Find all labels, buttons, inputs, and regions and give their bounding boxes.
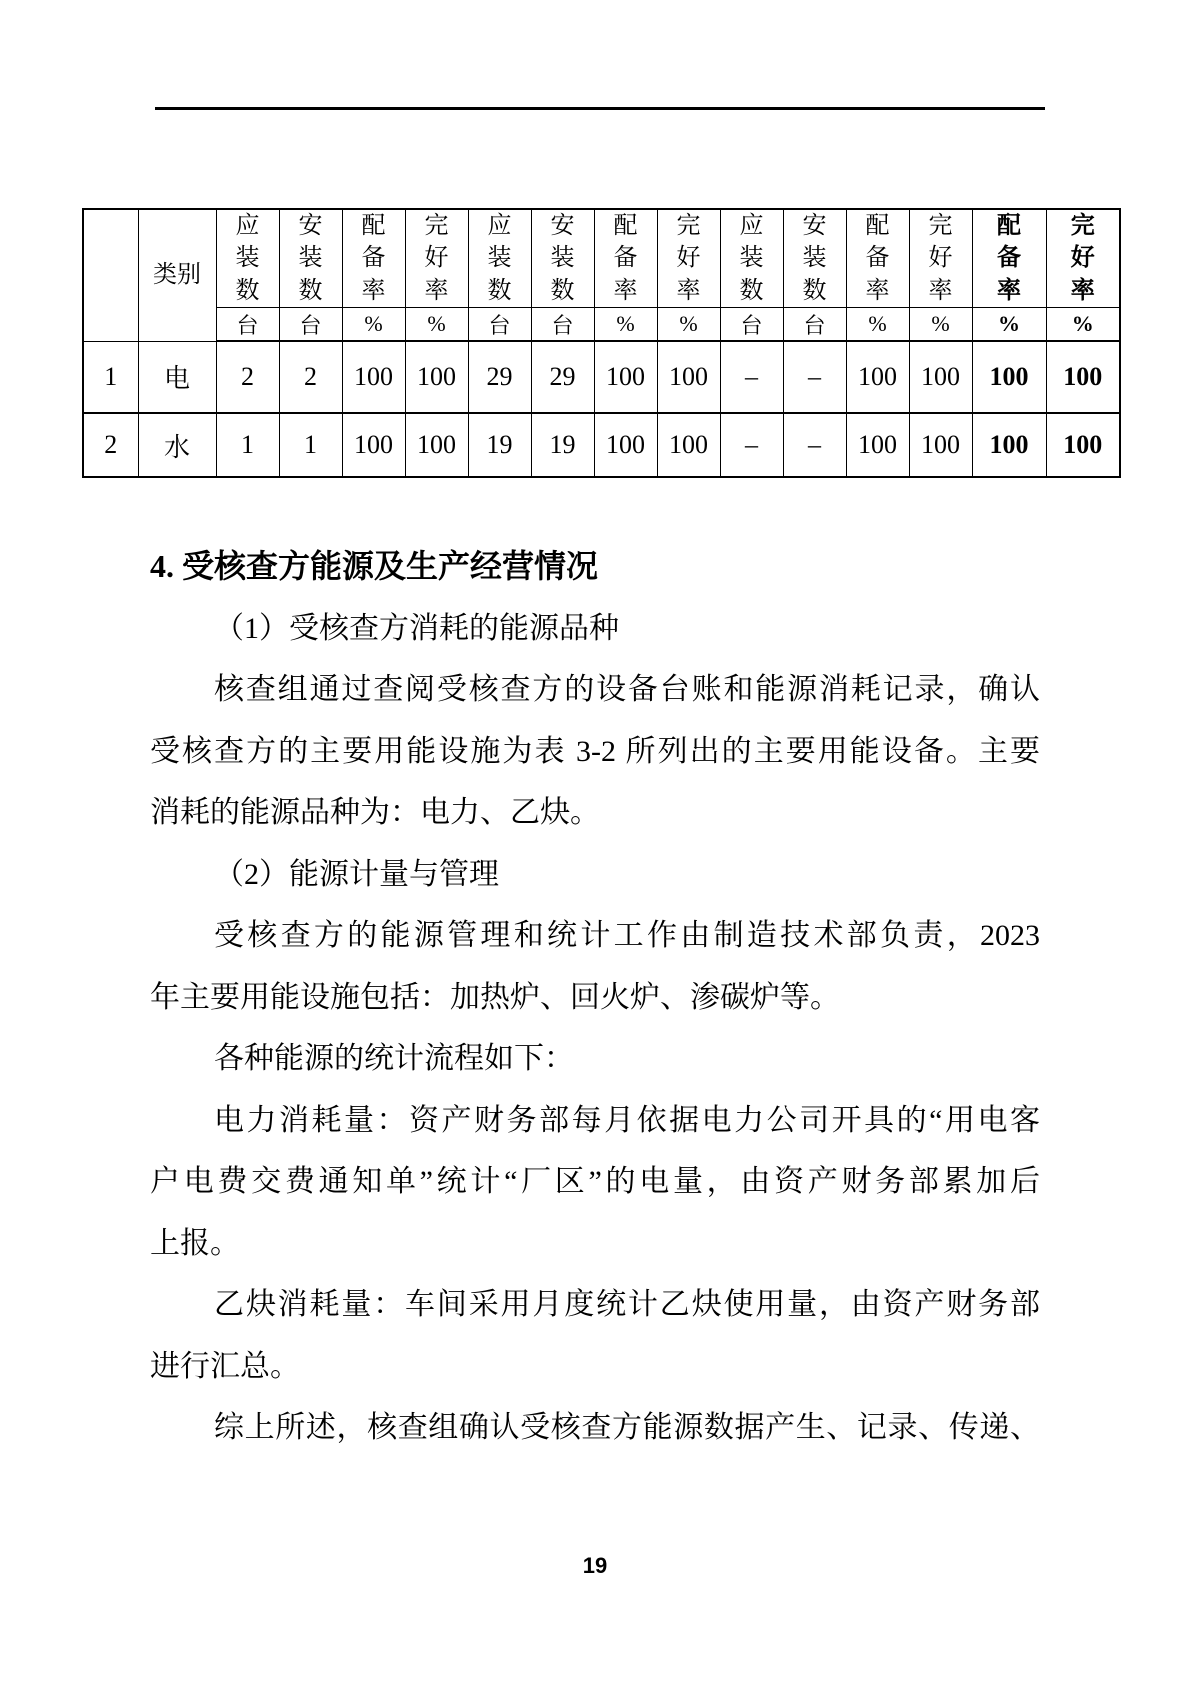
table-cell: – xyxy=(720,413,783,477)
table-cell: 1 xyxy=(279,413,342,477)
table-unit-cell: 台 xyxy=(720,308,783,342)
table-cell: 电 xyxy=(138,341,216,413)
table-unit-cell: % xyxy=(1046,308,1120,342)
table-unit-cell: % xyxy=(846,308,909,342)
table-unit-cell: 台 xyxy=(279,308,342,342)
body-line: 综上所述，核查组确认受核查方能源数据产生、记录、传递、 xyxy=(214,1411,1040,1444)
table-cell: 19 xyxy=(468,413,531,477)
table-cell: – xyxy=(783,341,846,413)
section-heading: 4. 受核查方能源及生产经营情况 xyxy=(150,548,599,584)
table-header-cell xyxy=(1046,209,1120,308)
body-line: 电力消耗量：资产财务部每月依据电力公司开具的“用电客 xyxy=(214,1103,1040,1137)
table-header-label: 完好率 xyxy=(1070,213,1095,304)
table-cell: 2 xyxy=(216,341,279,413)
table-header-category: 类别 xyxy=(138,209,216,341)
table-cell: 100 xyxy=(846,341,909,413)
table-row xyxy=(83,413,1120,477)
body-line: 户电费交费通知单”统计“厂区”的电量，由资产财务部累加后 xyxy=(150,1165,1040,1198)
table-unit-cell: 台 xyxy=(468,308,531,342)
table-cell: 100 xyxy=(1046,413,1120,477)
table-cell: 100 xyxy=(342,413,405,477)
table-header-cell xyxy=(846,209,909,308)
table-cell: 100 xyxy=(594,413,657,477)
table-header-label: 应装数 xyxy=(739,213,764,304)
table-cell: 100 xyxy=(1046,341,1120,413)
table-header-label: 完好率 xyxy=(928,213,953,304)
table-header-cell xyxy=(342,209,405,308)
table-header-cell xyxy=(405,209,468,308)
table-cell: 100 xyxy=(594,341,657,413)
table-cell: 29 xyxy=(531,341,594,413)
body-line: 核查组通过查阅受核查方的设备台账和能源消耗记录，确认 xyxy=(214,673,1040,706)
table-header-cell xyxy=(468,209,531,308)
body-line: 进行汇总。 xyxy=(150,1349,300,1383)
table-cell: 1 xyxy=(216,413,279,477)
table-header-label: 完好率 xyxy=(676,213,701,304)
table-unit-cell: % xyxy=(972,308,1046,342)
table-cell: 水 xyxy=(138,413,216,477)
table-cell: 100 xyxy=(405,341,468,413)
table-header-row-units xyxy=(83,308,1120,342)
table-cell: – xyxy=(783,413,846,477)
table-unit-cell: % xyxy=(594,308,657,342)
body-line: 各种能源的统计流程如下： xyxy=(214,1042,574,1075)
table-cell: 100 xyxy=(972,413,1046,477)
table-header-index xyxy=(83,209,138,341)
metering-devices-table xyxy=(82,208,1121,478)
table-header-label: 应装数 xyxy=(487,213,512,304)
table-cell: 100 xyxy=(405,413,468,477)
body-line: 受核查方的主要用能设施为表 3-2 所列出的主要用能设备。主要 xyxy=(150,734,1040,768)
table-row xyxy=(83,341,1120,413)
table-unit-cell: 台 xyxy=(531,308,594,342)
table-header-label: 配备率 xyxy=(865,213,890,304)
table-header-cell xyxy=(972,209,1046,308)
table-header-label: 完好率 xyxy=(424,213,449,304)
table-header-label: 应装数 xyxy=(235,213,260,304)
table-header-cell xyxy=(783,209,846,308)
table-header-label: 配备率 xyxy=(996,213,1021,304)
table-unit-cell: 台 xyxy=(216,308,279,342)
body-line: 上报。 xyxy=(150,1226,240,1260)
table-cell: 100 xyxy=(909,413,972,477)
table-cell: 29 xyxy=(468,341,531,413)
table-header-label: 配备率 xyxy=(361,213,386,304)
table-cell: 1 xyxy=(83,341,138,413)
body-line: 受核查方的能源管理和统计工作由制造技术部负责，2023 xyxy=(214,919,1040,952)
table-cell: 2 xyxy=(279,341,342,413)
table-cell: 100 xyxy=(657,413,720,477)
table-header-label: 安装数 xyxy=(802,213,827,304)
body-text xyxy=(150,536,1040,1459)
table-cell: 2 xyxy=(83,413,138,477)
table-unit-cell: 台 xyxy=(783,308,846,342)
page-number: 19 xyxy=(582,1553,608,1578)
body-line: 消耗的能源品种为：电力、乙炔。 xyxy=(150,796,600,829)
table-header-cell xyxy=(909,209,972,308)
body-line: （2）能源计量与管理 xyxy=(214,857,499,891)
table-header-label: 配备率 xyxy=(613,213,638,304)
table-cell: 19 xyxy=(531,413,594,477)
body-line: （1）受核查方消耗的能源品种 xyxy=(214,611,619,645)
body-line: 年主要用能设施包括：加热炉、回火炉、渗碳炉等。 xyxy=(150,980,840,1014)
table-unit-cell: % xyxy=(342,308,405,342)
table-cell: 100 xyxy=(846,413,909,477)
table-header-cell xyxy=(531,209,594,308)
table-cell: 100 xyxy=(342,341,405,413)
table-header-cell xyxy=(594,209,657,308)
table-header-cell xyxy=(720,209,783,308)
body-line: 乙炔消耗量：车间采用月度统计乙炔使用量，由资产财务部 xyxy=(214,1288,1040,1321)
table-cell: 100 xyxy=(657,341,720,413)
table-cell: 100 xyxy=(909,341,972,413)
table-unit-cell: % xyxy=(657,308,720,342)
table-unit-cell: % xyxy=(909,308,972,342)
table-cell: 100 xyxy=(972,341,1046,413)
header-rule xyxy=(155,107,1045,110)
table-unit-cell: % xyxy=(405,308,468,342)
table-header-label: 安装数 xyxy=(298,213,323,304)
table-header-cell xyxy=(216,209,279,308)
table-header-cell xyxy=(279,209,342,308)
table-header-label: 安装数 xyxy=(550,213,575,304)
table-header-row-titles xyxy=(83,209,1120,308)
table-cell: – xyxy=(720,341,783,413)
table-header-cell xyxy=(657,209,720,308)
